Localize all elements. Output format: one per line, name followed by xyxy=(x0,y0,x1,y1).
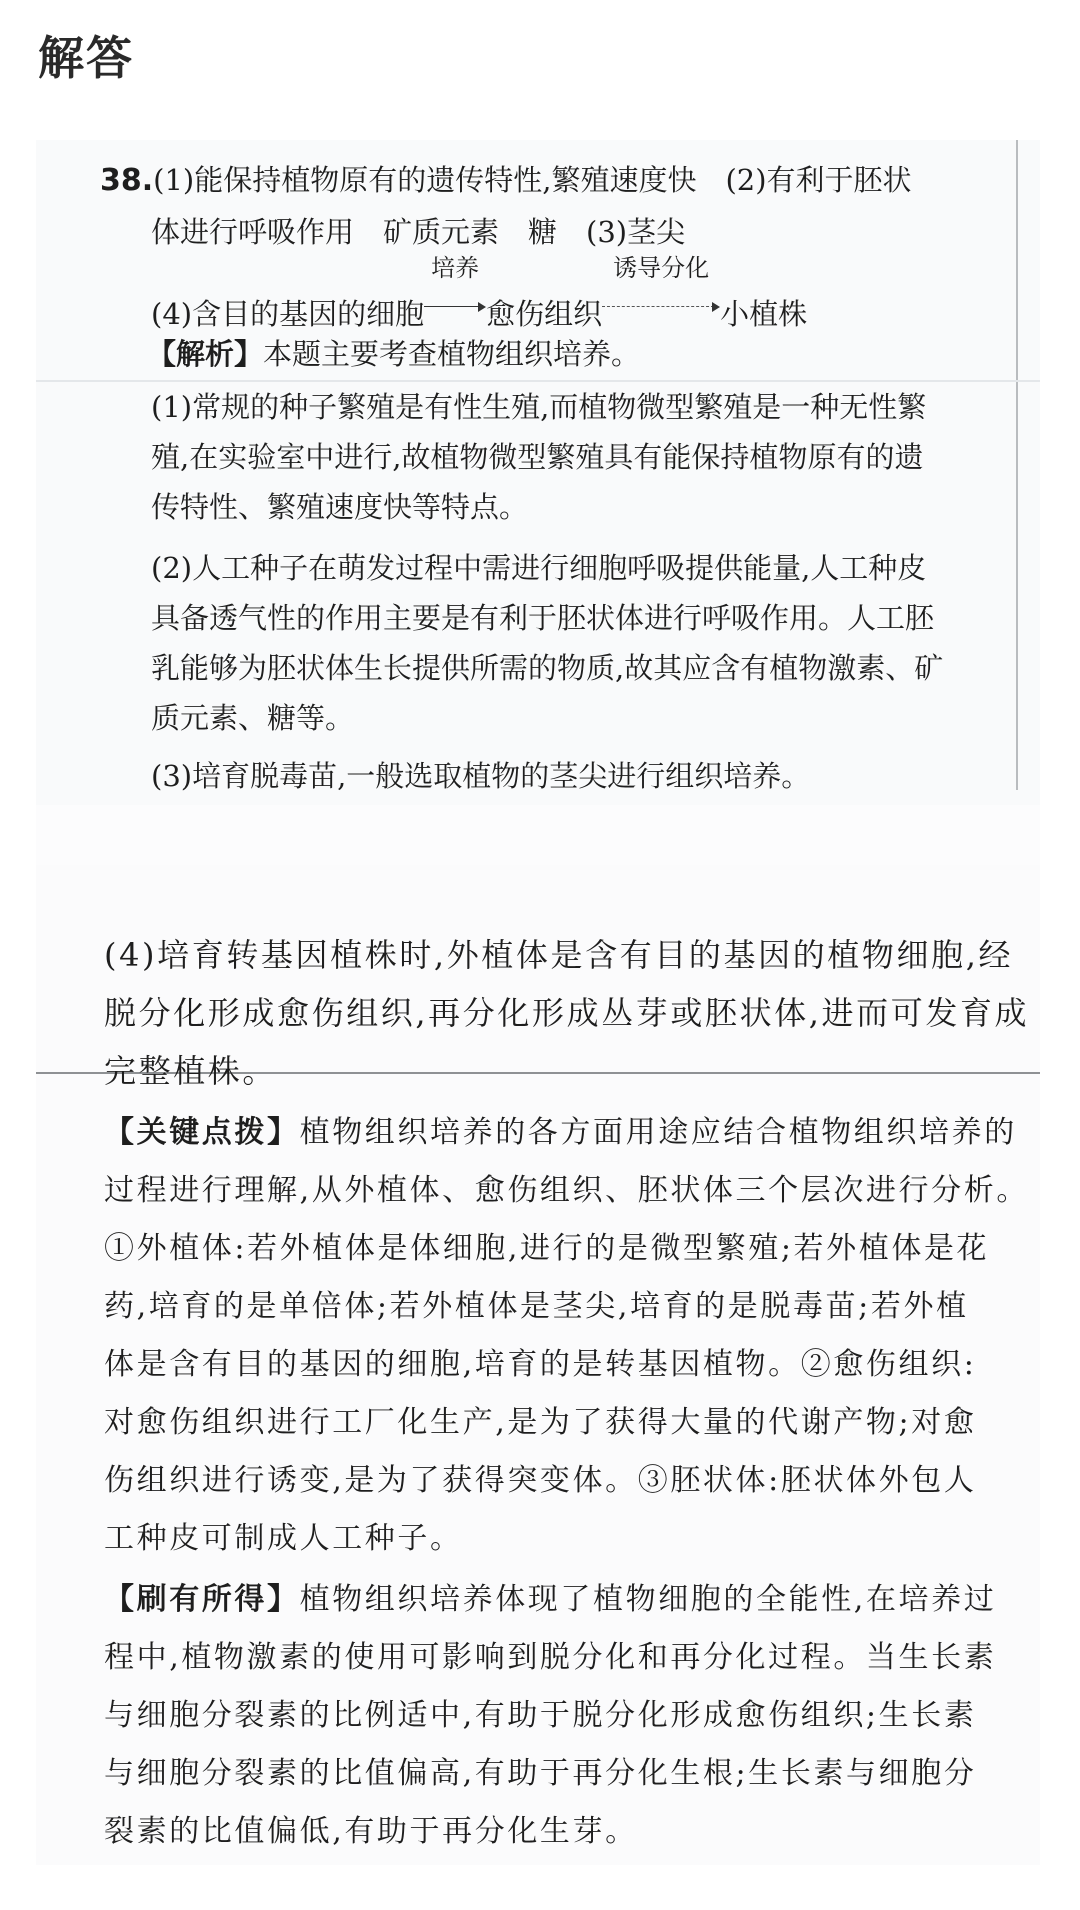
takeaways-header xyxy=(104,1580,996,1620)
page-title: 解答 xyxy=(38,31,134,85)
arrow-right-icon xyxy=(602,284,720,324)
scan-fold-line xyxy=(36,380,1040,382)
analysis-p2-line: 乳能够为胚状体生长提供所需的物质,故其应含有植物激素、矿 xyxy=(151,651,944,685)
analysis-intro: 本题主要考查植物组织培养。 xyxy=(263,337,641,371)
analysis-p4-line: 脱分化形成愈伤组织,再分化形成丛芽或胚状体,进而可发育成 xyxy=(104,994,1030,1032)
flow-arrow-label: 诱导分化 xyxy=(613,254,710,282)
key-points-line: 工种皮可制成人工种子。 xyxy=(104,1521,463,1556)
key-points-line: 药,培育的是单倍体;若外植体是茎尖,培育的是脱毒苗;若外植 xyxy=(104,1289,969,1324)
takeaways-label: 【刷有所得】 xyxy=(104,1582,300,1617)
key-points-text: 植物组织培养的各方面用途应结合植物组织培养的 xyxy=(299,1115,1017,1150)
flow-end: 小植株 xyxy=(720,297,808,331)
key-points-label: 【关键点拨】 xyxy=(104,1115,300,1150)
analysis-label: 【解析】 xyxy=(147,337,264,371)
analysis-p4-line: 完整植株。 xyxy=(104,1052,278,1090)
takeaways-line: 程中,植物激素的使用可影响到脱分化和再分化过程。当生长素 xyxy=(104,1640,997,1675)
analysis-p1-line: 殖,在实验室中进行,故植物微型繁殖具有能保持植物原有的遗 xyxy=(151,440,924,474)
analysis-p1-line: (1)常规的种子繁殖是有性生殖,而植物微型繁殖是一种无性繁 xyxy=(151,390,927,424)
column-divider xyxy=(1016,140,1018,790)
question-number: 38. xyxy=(100,163,154,198)
key-points-header xyxy=(104,1113,1017,1153)
flow-arrow-culture xyxy=(424,254,486,334)
flow-arrow-label: 培养 xyxy=(431,254,480,282)
key-points-line: 体是含有目的基因的细胞,培育的是转基因植物。②愈伤组织: xyxy=(104,1347,977,1382)
analysis-p2-line: (2)人工种子在萌发过程中需进行细胞呼吸提供能量,人工种皮 xyxy=(151,551,927,585)
key-points-line: ①外植体:若外植体是体细胞,进行的是微型繁殖;若外植体是花 xyxy=(104,1231,990,1266)
analysis-header xyxy=(147,334,640,374)
scan-region-gap xyxy=(36,805,1040,865)
analysis-p1-line: 传特性、繁殖速度快等特点。 xyxy=(151,490,529,524)
arrow-right-icon xyxy=(424,284,486,324)
flow-middle: 愈伤组织 xyxy=(486,297,603,331)
analysis-p2-line: 具备透气性的作用主要是有利于胚状体进行呼吸作用。人工胚 xyxy=(151,601,935,635)
answer-line-1 xyxy=(100,160,912,201)
flow-arrow-induce xyxy=(602,254,720,334)
takeaways-text: 植物组织培养体现了植物细胞的全能性,在培养过 xyxy=(299,1582,997,1617)
key-points-line: 伤组织进行诱变,是为了获得突变体。③胚状体:胚状体外包人 xyxy=(104,1463,977,1498)
takeaways-line: 与细胞分裂素的比值偏高,有助于再分化生根;生长素与细胞分 xyxy=(104,1756,977,1791)
flow-start: (4)含目的基因的细胞 xyxy=(151,297,425,331)
takeaways-line: 与细胞分裂素的比例适中,有助于脱分化形成愈伤组织;生长素 xyxy=(104,1698,977,1733)
answer-line-2: 体进行呼吸作用 矿质元素 糖 (3)茎尖 xyxy=(151,215,686,249)
key-points-line: 过程进行理解,从外植体、愈伤组织、胚状体三个层次进行分析。 xyxy=(104,1173,1029,1208)
answer-text: (1)能保持植物原有的遗传特性,繁殖速度快 (2)有利于胚状 xyxy=(153,163,912,197)
analysis-p2-line: 质元素、糖等。 xyxy=(151,701,355,735)
answer-line-3-flow xyxy=(151,254,808,334)
takeaways-line: 裂素的比值偏低,有助于再分化生芽。 xyxy=(104,1814,638,1849)
key-points-line: 对愈伤组织进行工厂化生产,是为了获得大量的代谢产物;对愈 xyxy=(104,1405,977,1440)
analysis-p4-line: (4)培育转基因植株时,外植体是含有目的基因的植物细胞,经 xyxy=(104,936,1014,974)
analysis-p3-line: (3)培育脱毒苗,一般选取植物的茎尖进行组织培养。 xyxy=(151,759,811,793)
